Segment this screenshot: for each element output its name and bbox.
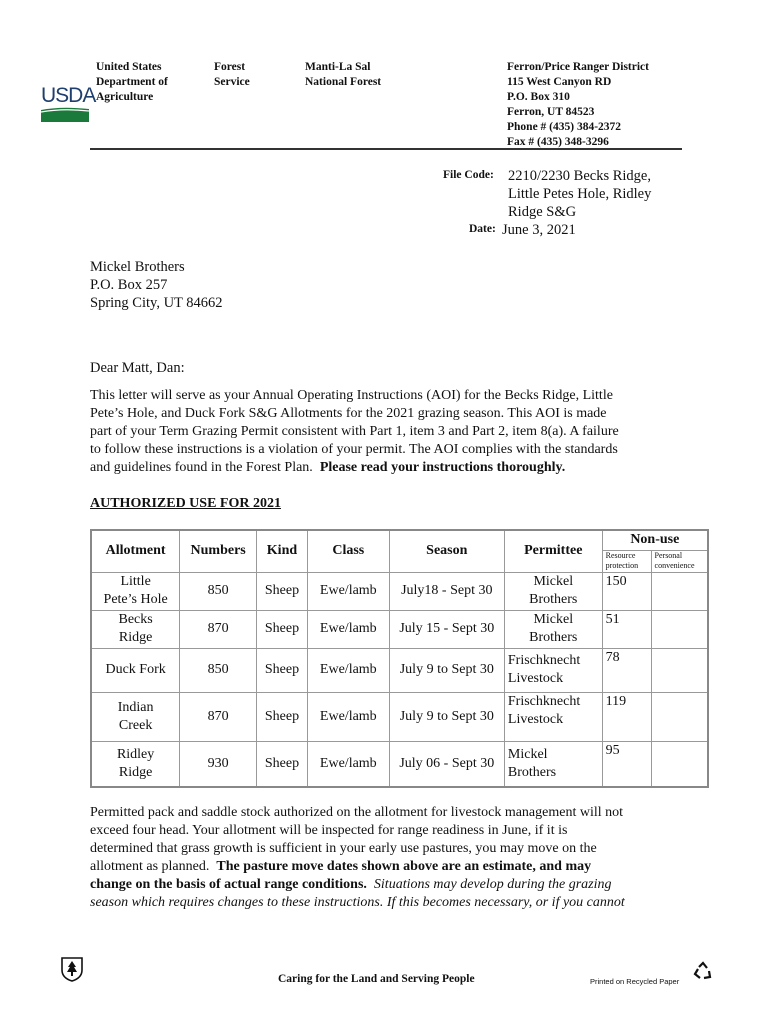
header-numbers: Numbers bbox=[180, 530, 257, 572]
stock-paragraph: Permitted pack and saddle stock authorized on the allotment for livestock management will not exceed four head. Your allotment will be inspected for range readiness in June, if it is determined that grass growth is sufficient in your early use pastures, you may move on the allotment as planned. The pasture move dates shown above are an estimate, and may change on the basis of actual range conditions. Situations may develop during the grazing season which requires changes to these instructions. If this becomes necessary, or if you cannot bbox=[90, 805, 625, 910]
table-row: Duck Fork 850 Sheep Ewe/lamb July 9 to Sept 30 Frischknecht Livestock 78 bbox=[91, 648, 708, 692]
table-row: Becks Ridge 870 Sheep Ewe/lamb July 15 - Sept 30 Mickel Brothers 51 bbox=[91, 610, 708, 648]
header-personal-convenience: Personal convenience bbox=[651, 550, 708, 572]
file-code-value: 2210/2230 Becks Ridge, Little Petes Hole, Ridley Ridge S&G bbox=[508, 168, 652, 220]
service-name: Forest Service bbox=[214, 61, 250, 88]
recycle-icon bbox=[693, 961, 713, 981]
table-row: Little Pete’s Hole 850 Sheep Ewe/lamb July18 - Sept 30 Mickel Brothers 150 bbox=[91, 572, 708, 610]
header-allotment: Allotment bbox=[91, 530, 180, 572]
header-class: Class bbox=[307, 530, 389, 572]
section-heading: AUTHORIZED USE FOR 2021 bbox=[90, 496, 281, 511]
forest-name: Manti-La Sal National Forest bbox=[305, 61, 382, 88]
usda-logo-text: USDA bbox=[41, 84, 96, 107]
header-permittee: Permittee bbox=[504, 530, 602, 572]
forest-service-shield-icon bbox=[60, 956, 84, 982]
header-resource-protection: Resource protection bbox=[602, 550, 651, 572]
authorized-use-table bbox=[90, 529, 709, 788]
header-nonuse: Non-use bbox=[602, 530, 708, 550]
date-value: June 3, 2021 bbox=[502, 222, 576, 238]
usda-logo-swoosh bbox=[41, 106, 89, 122]
recycled-paper-note: Printed on Recycled Paper bbox=[590, 977, 680, 986]
date-label: Date: bbox=[469, 223, 496, 235]
header-kind: Kind bbox=[257, 530, 308, 572]
usda-logo bbox=[41, 84, 96, 122]
salutation: Dear Matt, Dan: bbox=[90, 360, 185, 376]
header-divider bbox=[90, 148, 682, 150]
file-code-label: File Code: bbox=[443, 169, 494, 181]
read-instructions-emphasis: Please read your instructions thoroughly. bbox=[319, 460, 566, 475]
header-season: Season bbox=[389, 530, 504, 572]
agency-name: United States Department of Agriculture bbox=[96, 61, 168, 103]
footer-motto: Caring for the Land and Serving People bbox=[278, 973, 475, 985]
table-row: Ridley Ridge 930 Sheep Ewe/lamb July 06 - Sept 30 Mickel Brothers 95 bbox=[91, 741, 708, 787]
table-row: Indian Creek 870 Sheep Ewe/lamb July 9 to Sept 30 Frischknecht Livestock 119 bbox=[91, 692, 708, 741]
recipient-address: Mickel Brothers P.O. Box 257 Spring City, UT 84662 bbox=[90, 259, 223, 311]
district-address: Ferron/Price Ranger District 115 West Canyon RD P.O. Box 310 Ferron, UT 84523 Phone # (435) 384-2372 Fax # (435) 348-3296 bbox=[507, 61, 649, 148]
intro-paragraph: This letter will serve as your Annual Operating Instructions (AOI) for the Becks Ridge, Little Pete’s Hole, and Duck Fork S&G Allotments for the 2021 grazing season. This AOI is made part of your Term Grazing Permit consistent with Part 1, item 3 and Part 2, item 8(a). A failure to follow these instructions is a violation of your permit. The AOI complies with the standards and guidelines found in the Forest Plan. Please read your instructions thoroughly. bbox=[90, 388, 619, 475]
